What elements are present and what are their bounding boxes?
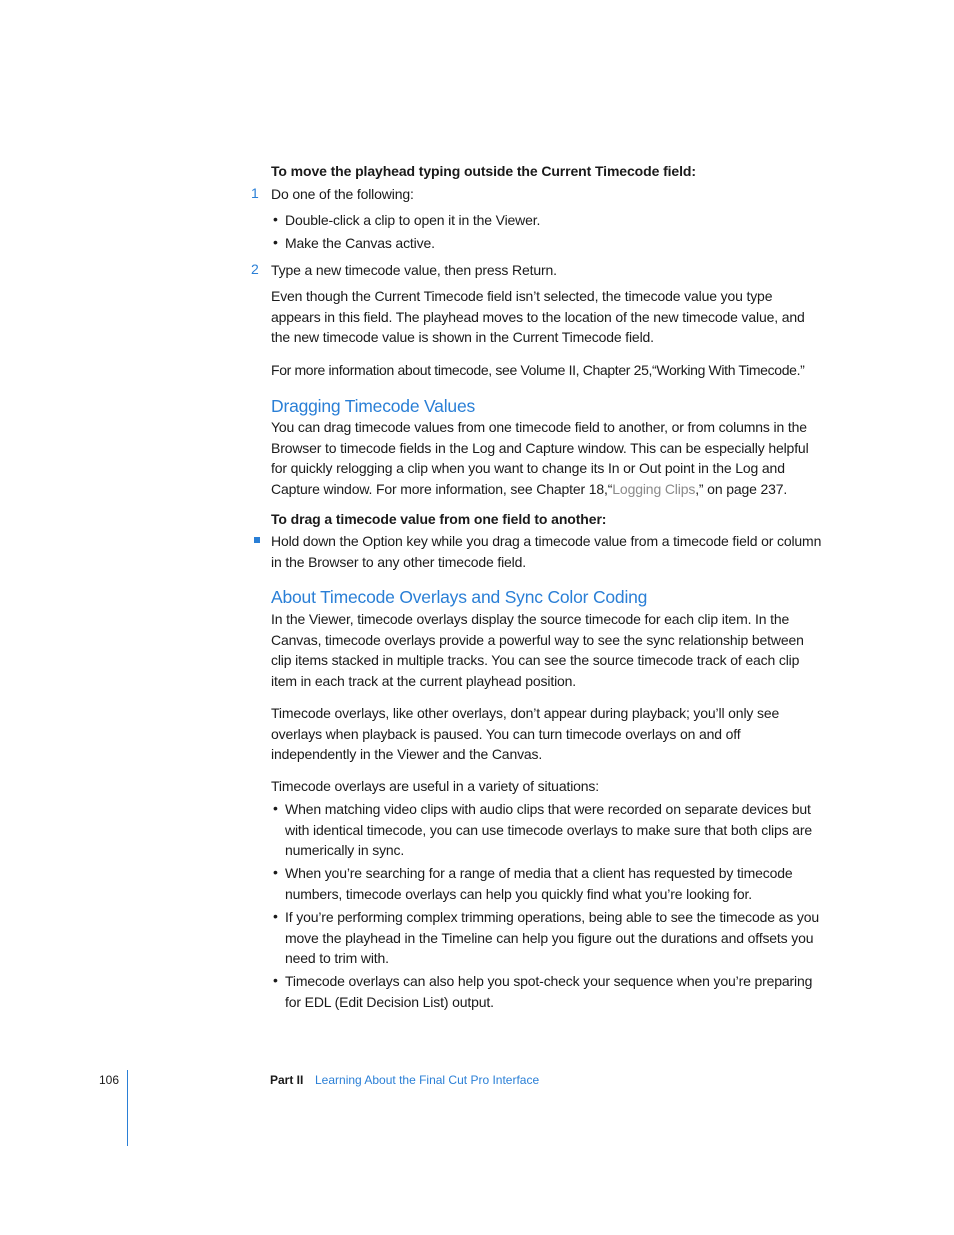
paragraph: In the Viewer, timecode overlays display the source timecode for each clip item. In the Canvas, timecode overlays provide a powerful way to see the sync relationship between clip items stacked in multiple tracks. You can see the source timecode track of each clip item in each track at the current playhead position. [271,611,804,689]
step-text: Type a new timecode value, then press Return. [271,262,557,278]
step-text: Hold down the Option key while you drag a timecode value from a timecode field or column in the Browser to any other timecode field. [271,533,822,570]
paragraph [271,417,827,499]
square-bullet-icon [254,537,260,543]
step-number: 2 [251,261,259,277]
footer-part-label: Part II [270,1073,304,1087]
paragraph: Timecode overlays, like other overlays, don’t appear during playback; you’ll only see overlays when playback is paused. You can turn timecode overlays on and off independently in the Viewer and the Canvas. [271,705,780,762]
bullet-text: Double-click a clip to open it in the Viewer. [285,212,541,228]
bullet-text: If you’re performing complex trimming operations, being able to see the timecode as you move the playhead in the Timeline can help you figure out the durations and offsets you need to trim with. [285,909,820,966]
bullet-text: When matching video clips with audio clips that were recorded on separate devices but with identical timecode, you can use timecode overlays to make sure that both clips are numerically in sync. [285,801,813,858]
paragraph: Timecode overlays are useful in a variety of situations: [271,778,600,794]
procedure-heading: To move the playhead typing outside the Current Timecode field: [271,163,696,179]
bullet-dot: • [273,234,278,250]
footer-part-title: Learning About the Final Cut Pro Interface [315,1073,540,1087]
step-text: Do one of the following: [271,186,414,202]
procedure-heading: To drag a timecode value from one field to another: [271,511,607,527]
paragraph: For more information about timecode, see Volume II, Chapter 25,“Working With Timecode.” [271,362,805,378]
paragraph-text: ,” on page 237. [695,480,788,497]
bullet-dot: • [273,211,278,227]
page-number: 106 [99,1073,120,1087]
bullet-text: Timecode overlays can also help you spot-check your sequence when you’re preparing for EDL (Edit Decision List) output. [285,973,813,1010]
step-number: 1 [251,185,259,201]
bullet-dot: • [273,800,278,816]
section-heading: Dragging Timecode Values [271,396,476,416]
bullet-text: When you’re searching for a range of media that a client has requested by timecode numbers, timecode overlays can help you quickly find what you’re looking for. [285,865,793,902]
bullet-dot: • [273,864,278,880]
footer-rule [127,1070,128,1146]
paragraph-text: You can drag timecode values from one timecode field to another, or from columns in the Browser to timecode fields in the Log and Capture window. This can be especially helpful for quickly relogging a clip when you want to change its In or Out point in the Log and Capture window. For more information, see Chapter 18,“ [271,419,809,497]
paragraph: Even though the Current Timecode field isn’t selected, the timecode value you type appears in this field. The playhead moves to the location of the new timecode value, and the new timecode value is shown in the Current Timecode field. [271,288,805,345]
bullet-dot: • [273,972,278,988]
cross-reference-link[interactable]: Logging Clips [612,480,696,497]
bullet-text: Make the Canvas active. [285,235,435,251]
section-heading: About Timecode Overlays and Sync Color Coding [271,587,648,607]
bullet-dot: • [273,908,278,924]
